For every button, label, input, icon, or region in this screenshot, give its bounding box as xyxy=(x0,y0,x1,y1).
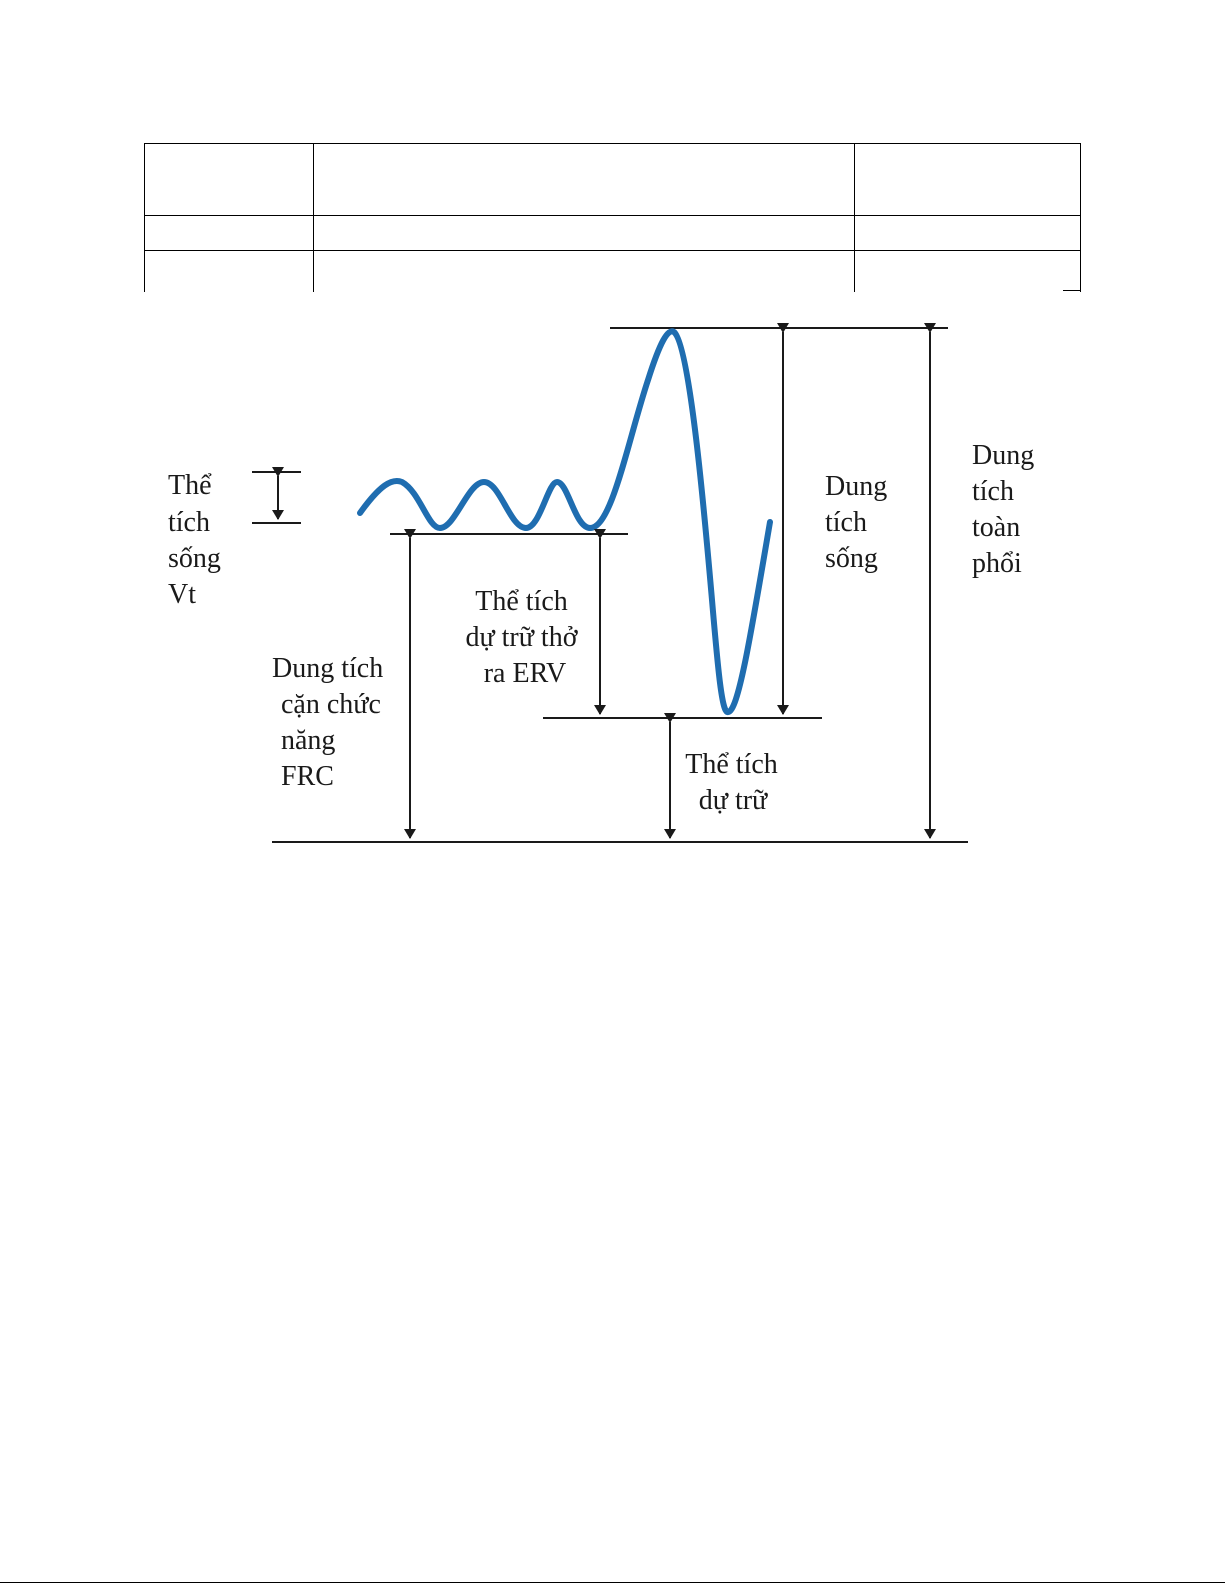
reference-lines xyxy=(252,328,968,842)
total-lung-capacity-label: Dung tích toàn phổi xyxy=(972,440,1035,579)
measurement-arrows xyxy=(278,332,930,838)
erv-label: Thể tích dự trữ thở ra ERV xyxy=(465,586,578,689)
vital-capacity-label: Dung tích sống xyxy=(825,471,888,574)
frc-label: Dung tích cặn chức năng FRC xyxy=(272,653,384,792)
residual-volume-label: Thể tích dự trữ xyxy=(685,749,778,816)
tidal-volume-label: Thể tích sống Vt xyxy=(168,470,221,610)
page-bottom-rule xyxy=(0,1582,1225,1583)
breathing-wave xyxy=(360,331,770,712)
